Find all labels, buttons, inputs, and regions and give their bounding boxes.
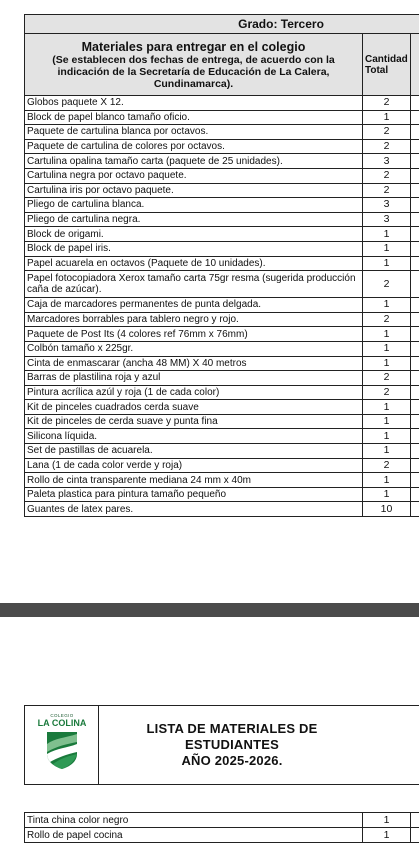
item-quantity-cell: 1	[363, 241, 411, 256]
item-name-cell: Cinta de enmascarar (ancha 48 MM) X 40 metros	[25, 356, 363, 371]
item-extra-cell	[411, 312, 419, 327]
item-quantity-cell: 3	[363, 212, 411, 227]
grade-row	[25, 15, 419, 34]
item-quantity-cell: 1	[363, 429, 411, 444]
item-quantity-cell: 1	[363, 828, 411, 843]
item-extra-cell	[411, 198, 419, 213]
table-row	[25, 256, 419, 271]
table-header-row	[25, 34, 419, 96]
item-quantity-cell: 1	[363, 813, 411, 828]
item-name-cell: Barras de plastilina roja y azul	[25, 371, 363, 386]
item-extra-cell	[411, 385, 419, 400]
item-name-cell: Tinta china color negro	[25, 813, 363, 828]
item-extra-cell	[411, 227, 419, 242]
grade-label: Grado: Tercero	[25, 15, 419, 34]
table-row	[25, 429, 419, 444]
table-row	[25, 96, 419, 111]
item-extra-cell	[411, 828, 419, 843]
table-row	[25, 458, 419, 473]
item-name-cell: Block de papel blanco tamaño oficio.	[25, 110, 363, 125]
item-quantity-cell: 1	[363, 414, 411, 429]
title-line-2: ESTUDIANTES	[185, 737, 279, 752]
table-row	[25, 241, 419, 256]
document-title	[99, 706, 419, 784]
item-quantity-cell: 1	[363, 227, 411, 242]
item-extra-cell	[411, 168, 419, 183]
item-name-cell: Pintura acrílica azúl y roja (1 de cada color)	[25, 385, 363, 400]
item-quantity-cell: 2	[363, 168, 411, 183]
item-quantity-cell: 1	[363, 110, 411, 125]
materials-table	[24, 14, 419, 517]
item-quantity-cell: 3	[363, 154, 411, 169]
item-name-cell: Pliego de cartulina blanca.	[25, 198, 363, 213]
item-name-cell: Cartulina opalina tamaño carta (paquete de 25 unidades).	[25, 154, 363, 169]
title-line-3: AÑO 2025-2026.	[181, 753, 283, 768]
table-row	[25, 813, 419, 828]
item-extra-cell	[411, 183, 419, 198]
table-row	[25, 298, 419, 313]
item-name-cell: Rollo de cinta transparente mediana 24 mm x 40m	[25, 473, 363, 488]
item-quantity-cell: 10	[363, 502, 411, 517]
item-name-cell: Block de origami.	[25, 227, 363, 242]
item-extra-cell	[411, 414, 419, 429]
item-quantity-cell: 1	[363, 400, 411, 415]
item-name-cell: Lana (1 de cada color verde y roja)	[25, 458, 363, 473]
item-extra-cell	[411, 473, 419, 488]
item-quantity-cell: 2	[363, 312, 411, 327]
table-row	[25, 110, 419, 125]
item-name-cell: Silicona líquida.	[25, 429, 363, 444]
item-quantity-cell: 1	[363, 487, 411, 502]
table-row	[25, 183, 419, 198]
materials-table-wrapper	[24, 14, 419, 517]
item-name-cell: Marcadores borrables para tablero negro y rojo.	[25, 312, 363, 327]
item-quantity-cell: 2	[363, 125, 411, 140]
table-row	[25, 125, 419, 140]
table-row	[25, 487, 419, 502]
item-name-cell: Block de papel iris.	[25, 241, 363, 256]
table-row	[25, 502, 419, 517]
item-quantity-cell: 2	[363, 385, 411, 400]
item-name-cell: Papel acuarela en octavos (Paquete de 10 unidades).	[25, 256, 363, 271]
materials-table-continued-wrapper	[24, 812, 419, 843]
item-name-cell: Colbón tamaño x 225gr.	[25, 341, 363, 356]
extra-header-cell	[411, 34, 419, 96]
item-quantity-cell: 2	[363, 371, 411, 386]
item-extra-cell	[411, 400, 419, 415]
item-name-cell: Kit de pinceles de cerda suave y punta fina	[25, 414, 363, 429]
item-extra-cell	[411, 429, 419, 444]
item-quantity-cell: 1	[363, 473, 411, 488]
materials-header-cell	[25, 34, 363, 96]
item-extra-cell	[411, 241, 419, 256]
table-row	[25, 227, 419, 242]
item-quantity-cell: 1	[363, 341, 411, 356]
materials-table-continued	[24, 812, 419, 843]
item-quantity-cell: 2	[363, 139, 411, 154]
hills-shield-icon	[45, 730, 79, 770]
table-row	[25, 341, 419, 356]
item-extra-cell	[411, 271, 419, 298]
table-row	[25, 356, 419, 371]
table-row	[25, 385, 419, 400]
item-extra-cell	[411, 371, 419, 386]
table-row	[25, 271, 419, 298]
item-name-cell: Paquete de cartulina de colores por octavos.	[25, 139, 363, 154]
item-quantity-cell: 1	[363, 327, 411, 342]
materials-header-subtitle: (Se establecen dos fechas de entrega, de acuerdo con la indicación de la Secretaría de Educación de La Calera, Cundinamarca).	[52, 53, 335, 90]
item-quantity-cell: 2	[363, 183, 411, 198]
quantity-header: Cantidad Total	[363, 34, 411, 96]
item-extra-cell	[411, 125, 419, 140]
table-row	[25, 371, 419, 386]
item-name-cell: Rollo de papel cocina	[25, 828, 363, 843]
item-extra-cell	[411, 256, 419, 271]
page-header-box	[24, 705, 419, 785]
item-extra-cell	[411, 444, 419, 459]
table-row	[25, 212, 419, 227]
item-quantity-cell: 1	[363, 444, 411, 459]
item-quantity-cell: 2	[363, 271, 411, 298]
table-row	[25, 154, 419, 169]
item-extra-cell	[411, 110, 419, 125]
table-row	[25, 828, 419, 843]
item-name-cell: Globos paquete X 12.	[25, 96, 363, 111]
item-quantity-cell: 1	[363, 256, 411, 271]
item-extra-cell	[411, 487, 419, 502]
item-name-cell: Set de pastillas de acuarela.	[25, 444, 363, 459]
materials-header-title: Materiales para entregar en el colegio	[81, 39, 306, 54]
document-page-2	[0, 617, 419, 849]
table-row	[25, 312, 419, 327]
title-line-1: LISTA DE MATERIALES DE	[146, 721, 318, 736]
item-extra-cell	[411, 813, 419, 828]
item-name-cell: Cartulina iris por octavo paquete.	[25, 183, 363, 198]
item-extra-cell	[411, 139, 419, 154]
table-row	[25, 168, 419, 183]
item-quantity-cell: 1	[363, 298, 411, 313]
table-row	[25, 414, 419, 429]
item-extra-cell	[411, 327, 419, 342]
item-name-cell: Paquete de cartulina blanca por octavos.	[25, 125, 363, 140]
item-name-cell: Pliego de cartulina negra.	[25, 212, 363, 227]
item-extra-cell	[411, 154, 419, 169]
logo-name-text: LA COLINA	[37, 718, 87, 728]
table-row	[25, 444, 419, 459]
item-quantity-cell: 2	[363, 96, 411, 111]
item-name-cell: Guantes de latex pares.	[25, 502, 363, 517]
item-extra-cell	[411, 502, 419, 517]
item-name-cell: Paquete de Post Its (4 colores ref 76mm x 76mm)	[25, 327, 363, 342]
item-name-cell: Papel fotocopiadora Xerox tamaño carta 75gr resma (sugerida producción caña de azúcar).	[25, 271, 363, 298]
item-extra-cell	[411, 356, 419, 371]
item-extra-cell	[411, 458, 419, 473]
logo-small-text: COLEGIO	[50, 713, 74, 718]
item-quantity-cell: 3	[363, 198, 411, 213]
item-extra-cell	[411, 96, 419, 111]
table-row	[25, 327, 419, 342]
page-separator	[0, 603, 419, 617]
table-row	[25, 400, 419, 415]
item-extra-cell	[411, 341, 419, 356]
item-name-cell: Kit de pinceles cuadrados cerda suave	[25, 400, 363, 415]
table-row	[25, 198, 419, 213]
item-quantity-cell: 1	[363, 356, 411, 371]
school-logo	[25, 706, 99, 784]
item-quantity-cell: 2	[363, 458, 411, 473]
item-name-cell: Paleta plastica para pintura tamaño pequeño	[25, 487, 363, 502]
item-extra-cell	[411, 212, 419, 227]
table-row	[25, 473, 419, 488]
item-name-cell: Caja de marcadores permanentes de punta delgada.	[25, 298, 363, 313]
item-extra-cell	[411, 298, 419, 313]
item-name-cell: Cartulina negra por octavo paquete.	[25, 168, 363, 183]
table-row	[25, 139, 419, 154]
